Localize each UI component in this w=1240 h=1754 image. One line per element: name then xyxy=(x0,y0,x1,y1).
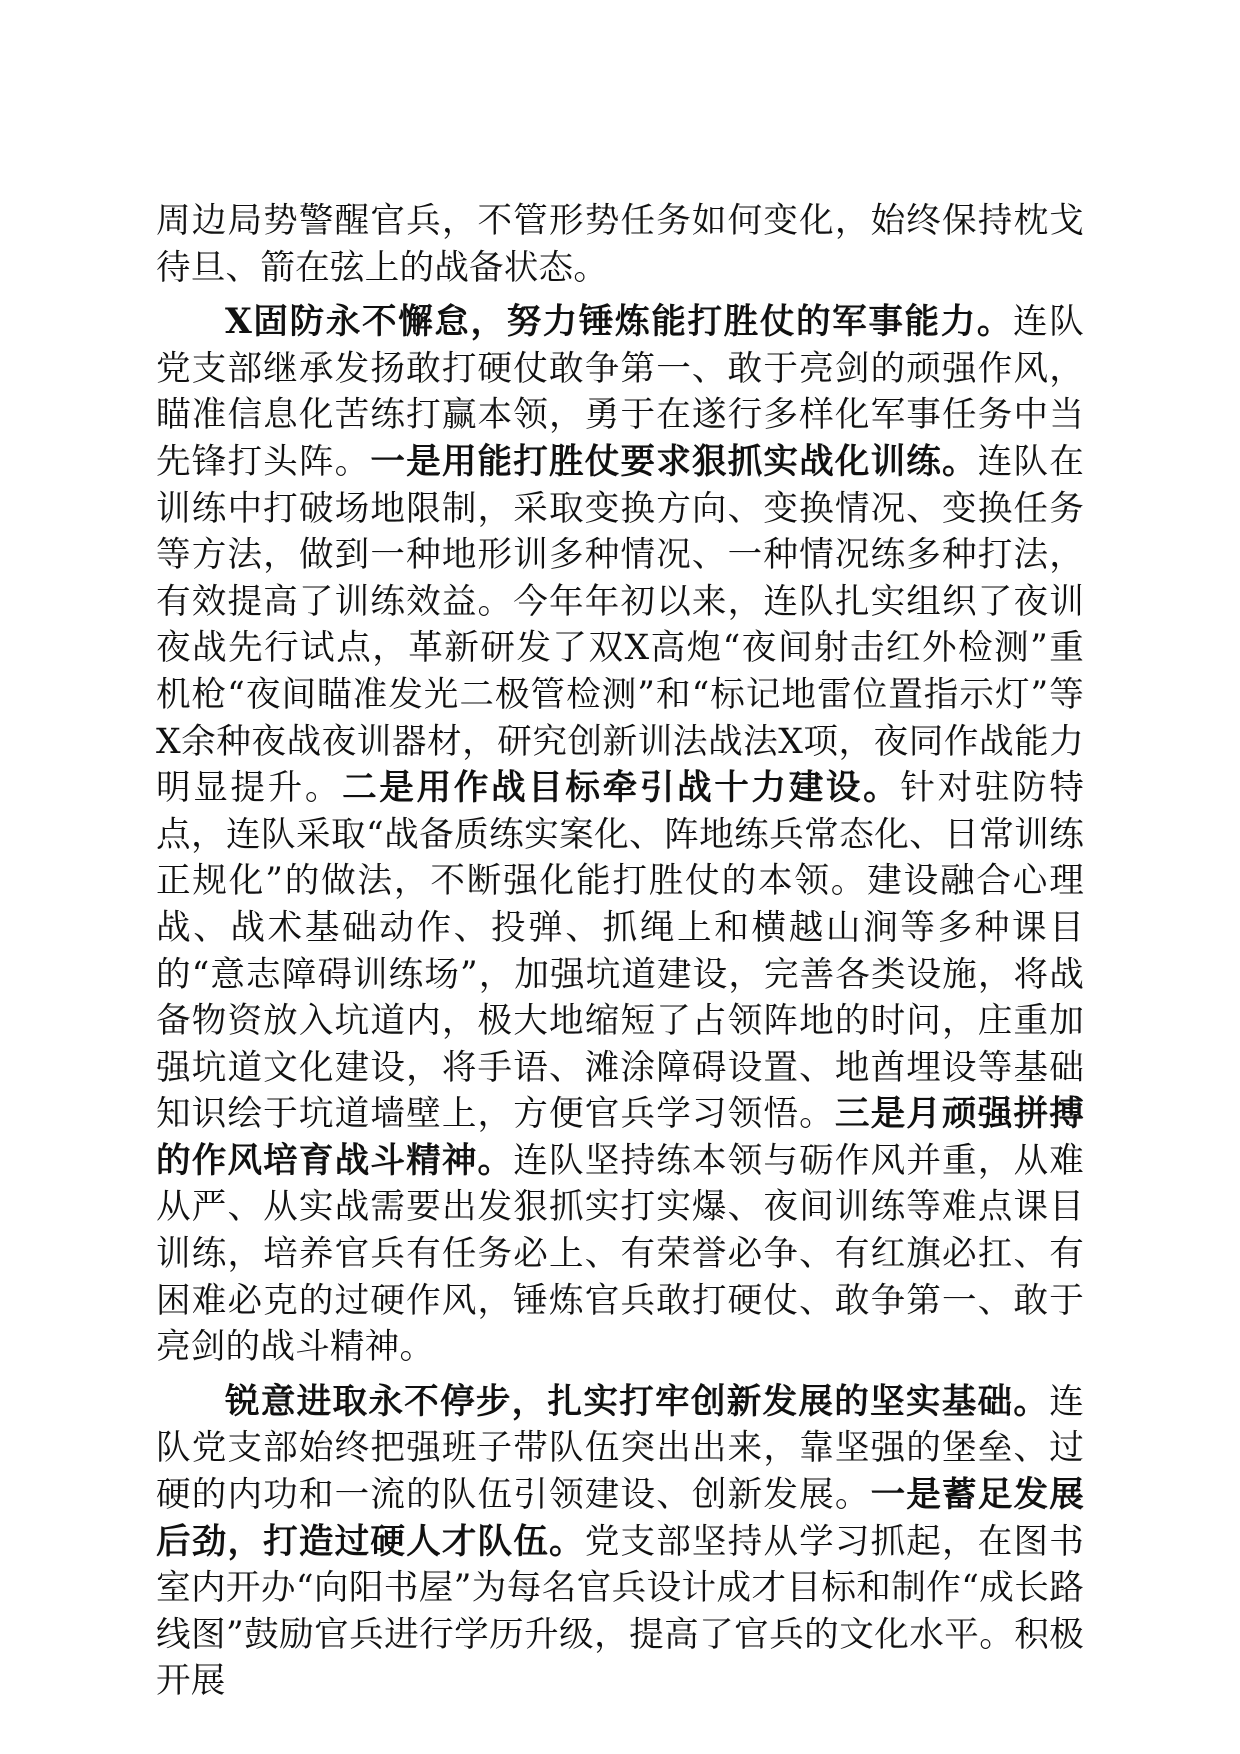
body-text: 周边局势警醒官兵，不管形势任务如何变化，始终保持枕戈待旦、箭在弦上的战备状态。 xyxy=(156,201,1084,288)
document-page xyxy=(156,198,1084,1705)
point-heading-text: 一是用能打胜仗要求狠抓实战化训练。 xyxy=(370,441,978,482)
point-heading-text: 二是用作战目标牵引战十力建设。 xyxy=(342,768,901,809)
body-text: 针对驻防特点，连队采取“战备质练实案化、阵地练兵常态化、日常训练正规化”的做法，不断强化能打胜仗的本领。建设融合心理战、战术基础动作、投弹、抓绳上和横越山涧等多种课目的“意志障碍训练场”，加强坑道建设，完善各类设施，将战备物资放入坑道内，极大地缩短了占领阵地的时问，庄重加强坑道文化建设，将手语、滩涂障碍设置、地酋埋设等基础知识绘于坑道墙壁上，方便官兵学习领悟。 xyxy=(156,768,1085,1135)
section-heading-text: X固防永不懈怠，努力锤炼能打胜仗的军事能力。 xyxy=(225,302,1014,343)
paragraph-military-capability xyxy=(156,299,1084,1371)
paragraph-continuation xyxy=(156,198,1084,291)
point-heading-text: 一是蓄足发展后劲，打造过硬人才队伍。 xyxy=(156,1475,1084,1562)
body-text: 连队坚持练本领与砺作风并重，从难从严、从实战需要出发狠抓实打实爆、夜间训练等难点课目训练，培养官兵有任务必上、有荣誉必争、有红旗必扛、有困难必克的过硬作风，锤炼官兵敢打硬仗、敢争第一、敢于亮剑的战斗精神。 xyxy=(156,1140,1085,1368)
paragraph-innovation-foundation xyxy=(156,1379,1084,1705)
body-text: 党支部坚持从学习抓起，在图书室内开办“向阳书屋”为每名官兵设计成才目标和制作“成长路线图”鼓励官兵进行学历升级，提高了官兵的文化水平。积极开展 xyxy=(156,1521,1084,1702)
section-heading-text: 锐意进取永不停步，扎实打牢创新发展的坚实基础。 xyxy=(225,1381,1050,1422)
body-text: 连队党支部继承发扬敢打硬仗敢争第一、敢于亮剑的顽强作风，瞄准信息化苦练打赢本领，勇于在遂行多样化军事任务中当先锋打头阵。 xyxy=(156,302,1084,482)
body-text: 连队在训练中打破场地限制，采取变换方向、变换情况、变换任务等方法，做到一种地形训多种情况、一种情况练多种打法，有效提高了训练效益。今年年初以来，连队扎实组织了夜训夜战先行试点，革新研发了双X高炮“夜间射击红外检测”重机枪“夜间瞄准发光二极管检测”和“标记地雷位置指示灯”等X余种夜战夜训器材，研究创新训法战法X项，夜同作战能力明显提升。 xyxy=(156,441,1084,809)
body-text: 连队党支部始终把强班子带队伍突出出来，靠坚强的堡垒、过硬的内功和一流的队伍引领建设、创新发展。 xyxy=(156,1381,1084,1516)
point-heading-text: 三是月顽强拼搏的作风培育战斗精神。 xyxy=(156,1094,1084,1181)
